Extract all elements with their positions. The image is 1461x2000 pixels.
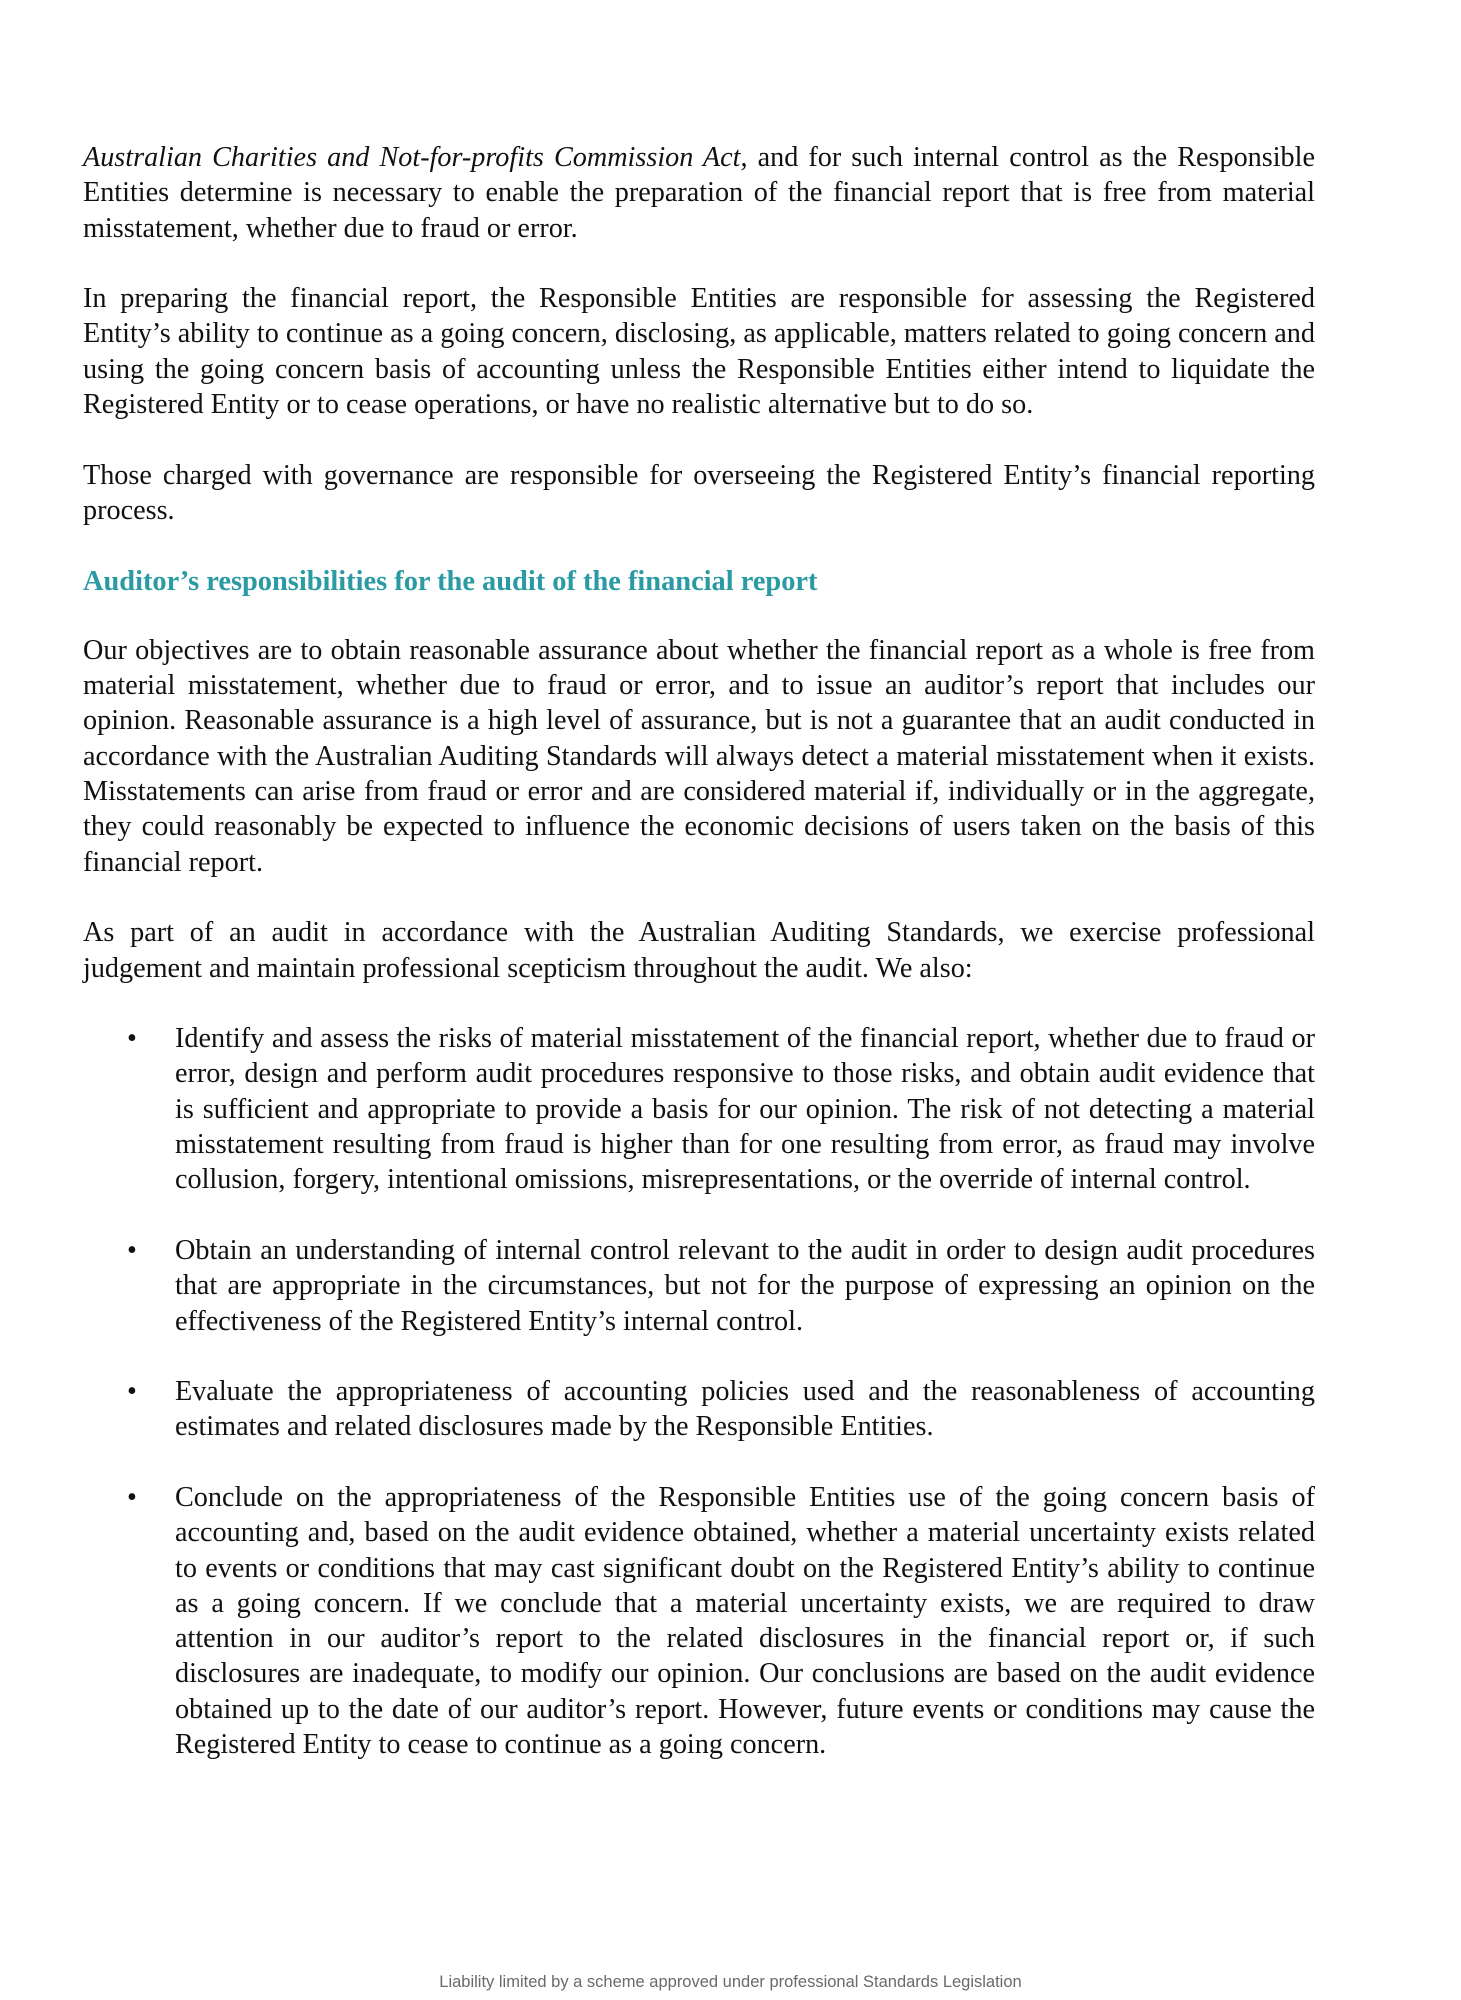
bullet-icon: • [127,1481,137,1513]
list-item-text: Evaluate the appropriateness of accounting policies used and the reasonableness of accounting estimates and related disclosures made by the Responsible Entities. [175,1376,1315,1443]
bullet-icon: • [127,1023,137,1055]
document-page [83,140,1315,1798]
paragraph-objectives: Our objectives are to obtain reasonable assurance about whether the financial report as a whole is free from material misstatement, whether due to fraud or error, and to issue an auditor’s report that includes our opinion. Reasonable assurance is a high level of assurance, but is not a guarantee that an audit conducted in accordance with the Australian Auditing Standards will always detect a material misstatement when it exists. Misstatements can arise from fraud or error and are considered material if, individually or in the aggregate, they could reasonably be expected to influence the economic decisions of users taken on the basis of this financial report. [83,634,1315,878]
bullet-icon: • [127,1234,137,1266]
list-item-text: Identify and assess the risks of material misstatement of the financial report, whether due to fraud or error, design and perform audit procedures responsive to those risks, and obtain audit evidence that is sufficient and appropriate to provide a basis for our opinion. The risk of not detecting a material misstatement resulting from fraud is higher than for one resulting from error, as fraud may involve collusion, forgery, intentional omissions, misrepresentations, or the override of internal control. [175,1023,1315,1196]
list-item [83,1374,1315,1445]
list-item-text: Obtain an understanding of internal control relevant to the audit in order to design audit procedures that are appropriate in the circumstances, but not for the purpose of expressing an opinion on the effectiveness of the Registered Entity’s internal control. [175,1234,1315,1337]
paragraph-act-continuation: , and for such internal control as the Responsible Entities determine is necessary to enable the preparation of the financial report that is free from material misstatement, whether due to fraud or error. [83,142,1315,244]
page-footer-liability-note: Liability limited by a scheme approved under professional Standards Legislation [439,1973,1022,1991]
paragraph-audit-intro: As part of an audit in accordance with the Australian Auditing Standards, we exercise professional judgement and maintain professional scepticism throughout the audit. We also: [83,917,1315,984]
bullet-icon: • [127,1376,137,1408]
list-item [83,1233,1315,1339]
section-heading-auditor-responsibilities: Auditor’s responsibilities for the audit of the financial report [83,565,818,597]
list-item [83,1480,1315,1762]
paragraph-governance: Those charged with governance are responsible for overseeing the Registered Entity’s financial reporting process. [83,459,1315,526]
list-item [83,1021,1315,1197]
list-item-text: Conclude on the appropriateness of the Responsible Entities use of the going concern basis of accounting and, based on the audit evidence obtained, whether a material uncertainty exists related to events or conditions that may cast significant doubt on the Registered Entity’s ability to continue as a going concern. If we conclude that a material uncertainty exists, we are required to draw attention in our auditor’s report to the related disclosures in the financial report or, if such disclosures are inadequate, to modify our opinion. Our conclusions are based on the audit evidence obtained up to the date of our auditor’s report. However, future events or conditions may cause the Registered Entity to cease to continue as a going concern. [175,1481,1315,1761]
act-title-italic: Australian Charities and Not-for-profits Commission Act [83,142,741,173]
audit-procedures-list [83,1021,1315,1762]
paragraph-act-internal-control [83,140,1315,246]
paragraph-going-concern: In preparing the financial report, the Responsible Entities are responsible for assessing the Registered Entity’s ability to continue as a going concern, disclosing, as applicable, matters related to going concern and using the going concern basis of accounting unless the Responsible Entities either intend to liquidate the Registered Entity or to cease operations, or have no realistic alternative but to do so. [83,283,1315,421]
